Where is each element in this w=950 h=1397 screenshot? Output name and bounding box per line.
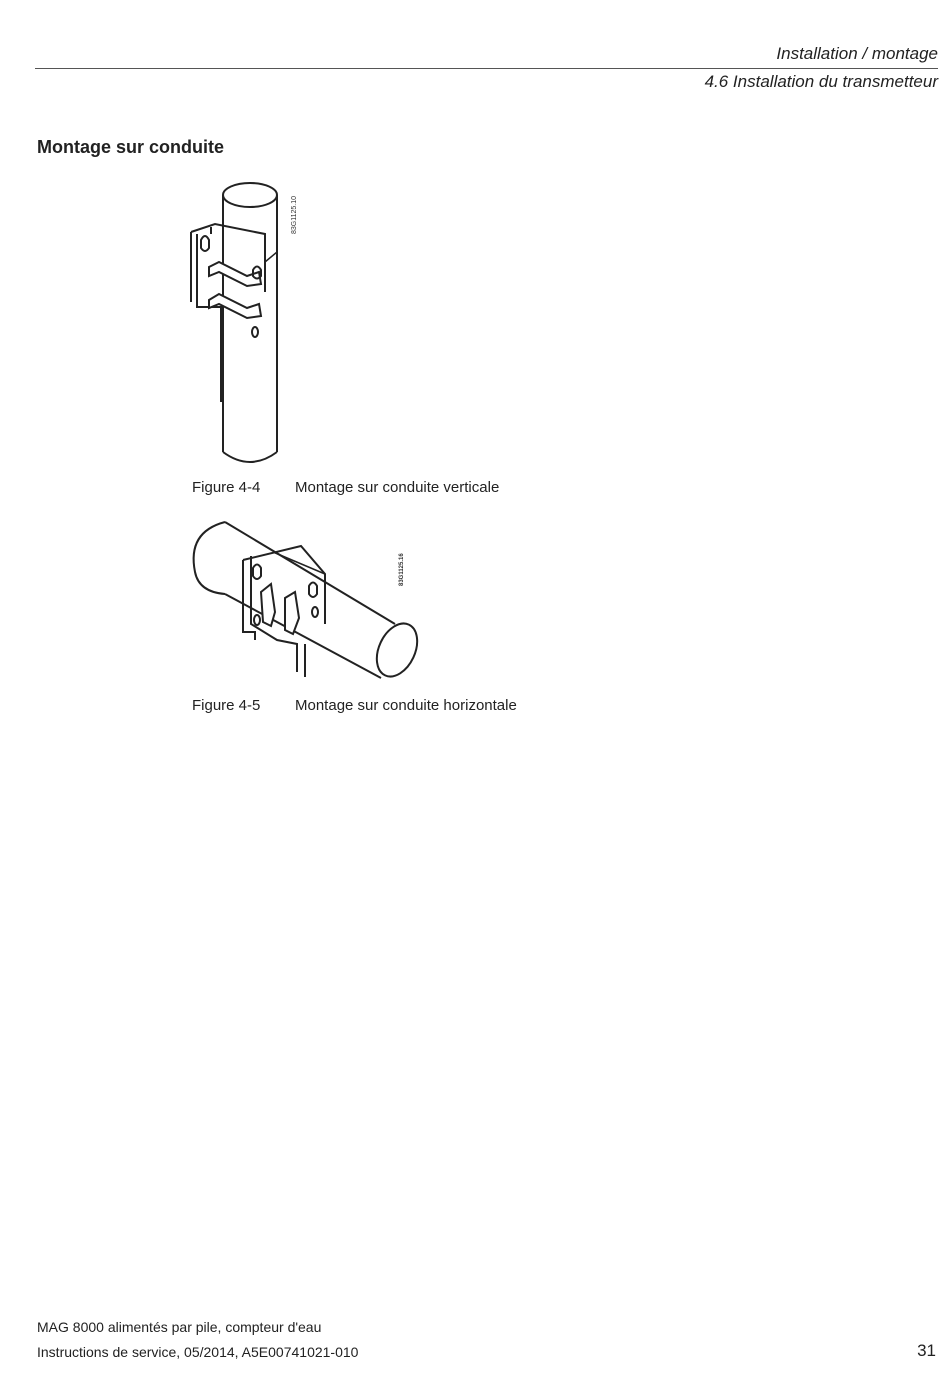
figure-caption — [192, 697, 517, 714]
pipe-left-end — [194, 522, 225, 594]
pipe-top-ellipse — [223, 183, 277, 207]
figure-number: Figure 4-5 — [192, 697, 261, 714]
pipe-bottom — [223, 452, 277, 462]
page-number: 31 — [917, 1341, 936, 1360]
clamp-right — [285, 592, 299, 634]
drawing-id-vertical: 83G1125.10 — [291, 195, 298, 234]
figure-vertical-pipe-drawing — [185, 172, 325, 472]
bracket-side — [265, 252, 277, 297]
figure-number: Figure 4-4 — [192, 479, 261, 496]
clamp-left — [261, 584, 275, 626]
hole-3 — [254, 615, 260, 625]
header-rule — [35, 68, 938, 69]
header-chapter: Installation / montage — [776, 44, 938, 63]
section-title: Montage sur conduite — [37, 137, 225, 157]
hole-1 — [253, 565, 261, 580]
drawing-id-horizontal: 83G1125.16 — [399, 553, 405, 586]
hole-1 — [201, 236, 209, 251]
figure-caption-text: Montage sur conduite verticale — [295, 479, 500, 496]
hole-4 — [312, 607, 318, 617]
hole-2 — [309, 583, 317, 598]
figure-caption-text: Montage sur conduite horizontale — [295, 697, 517, 714]
bracket-top — [273, 552, 325, 574]
hole-3 — [252, 327, 258, 337]
header-section: 4.6 Installation du transmetteur — [704, 72, 938, 91]
footer-document: Instructions de service, 05/2014, A5E00741021-010 — [37, 1344, 359, 1360]
figure-horizontal-pipe-drawing — [185, 512, 425, 692]
figure-caption — [192, 479, 499, 496]
pipe-end-ellipse — [369, 617, 425, 683]
pipe-body — [223, 195, 277, 452]
footer-product: MAG 8000 alimentés par pile, compteur d'eau — [37, 1319, 322, 1335]
